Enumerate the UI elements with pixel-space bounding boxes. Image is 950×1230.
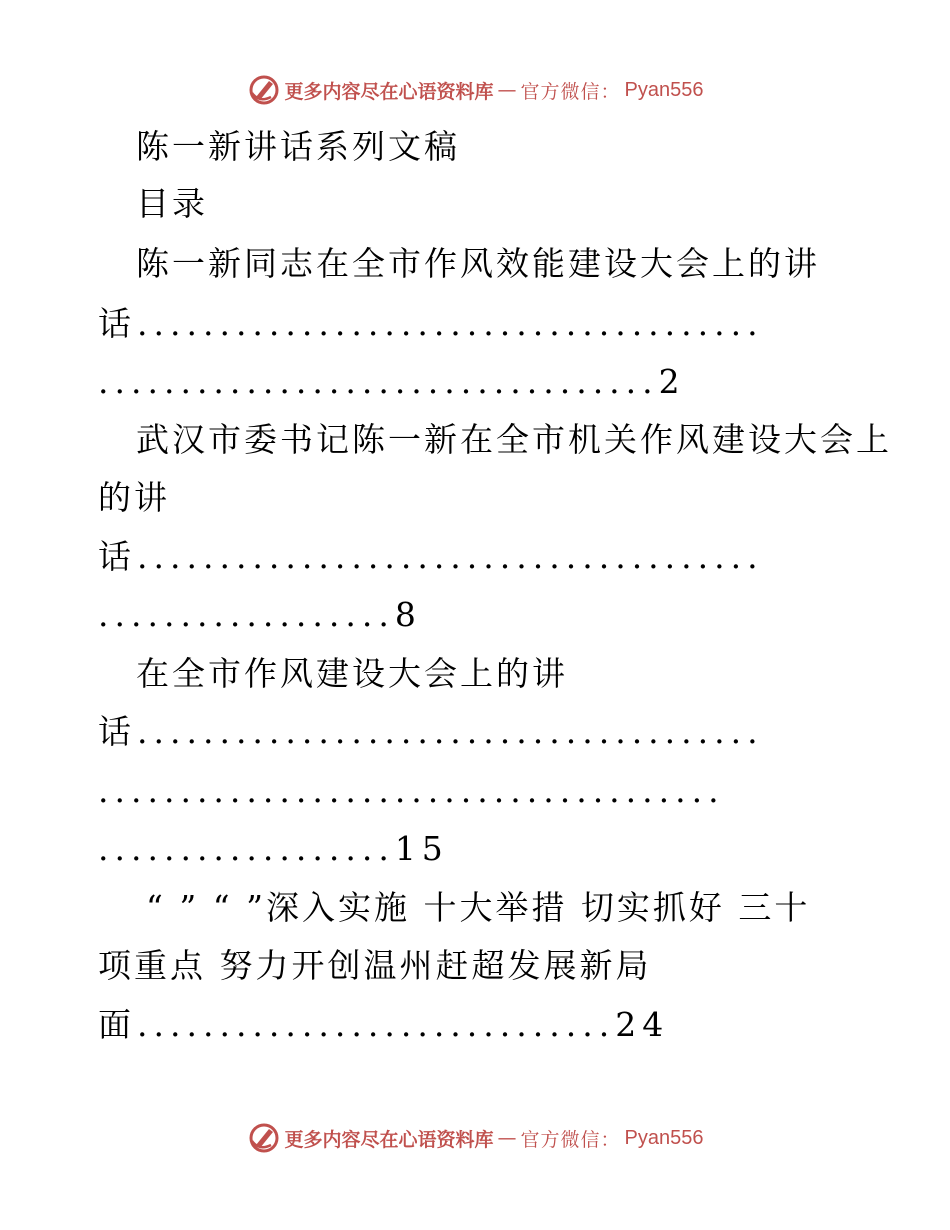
toc-entry-3-leader-page: ..................15 [98, 829, 449, 868]
header-banner-content [247, 73, 704, 107]
footer-banner [0, 1118, 950, 1158]
red-pen-swirl-logo-icon [247, 1121, 281, 1155]
banner-dash: — [497, 1127, 517, 1149]
toc-entry-1-leader-1: 话...................................... [98, 304, 764, 343]
footer-banner-content [247, 1121, 704, 1155]
toc-heading: 目录 [136, 184, 208, 223]
toc-entry-4-title-cont: 项重点 努力开创温州赶超发展新局 [98, 946, 652, 985]
banner-site-name: 更多内容尽在心语资料库 [284, 1128, 494, 1151]
toc-entry-2-title[interactable]: 武汉市委书记陈一新在全市机关作风建设大会上 [136, 420, 892, 459]
document-title: 陈一新讲话系列文稿 [136, 127, 460, 166]
toc-entry-2-leader-1: 话...................................... [98, 537, 764, 576]
banner-site-name: 更多内容尽在心语资料库 [284, 80, 494, 103]
red-pen-swirl-logo-icon [247, 73, 281, 107]
banner-wechat-label: 官方微信： [520, 1128, 621, 1151]
banner-wechat-id: Pyan556 [624, 1126, 704, 1149]
toc-entry-3-leader-2: ...................................... [98, 771, 725, 810]
banner-dash: — [497, 79, 517, 101]
toc-entry-1-title[interactable]: 陈一新同志在全市作风效能建设大会上的讲 [136, 244, 820, 283]
banner-wechat-id: Pyan556 [624, 78, 704, 101]
header-banner [0, 70, 950, 110]
toc-entry-3-title[interactable]: 在全市作风建设大会上的讲 [136, 654, 568, 693]
toc-entry-4-title[interactable]: “ ” “ ”深入实施 十大举措 切实抓好 三十 [146, 888, 811, 927]
toc-entry-1-leader-page: ..................................2 [98, 362, 686, 401]
toc-entry-4-leader-page: 面.............................24 [98, 1005, 670, 1044]
toc-entry-2-leader-page: ..................8 [98, 595, 422, 634]
toc-entry-2-title-cont: 的讲 [98, 478, 170, 517]
banner-wechat-label: 官方微信： [520, 80, 621, 103]
toc-entry-3-leader-1: 话...................................... [98, 712, 764, 751]
